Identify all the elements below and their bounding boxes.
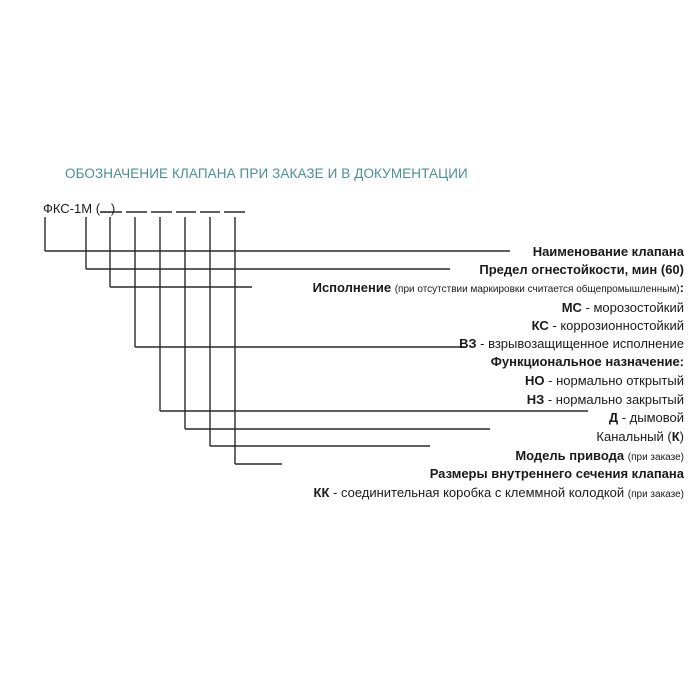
row-key: Размеры внутреннего сечения клапана xyxy=(429,466,684,481)
row-text: - соединительная коробка с клеммной колодкой xyxy=(329,485,628,500)
row-note: (при отсутствии маркировки считается общепромышленным) xyxy=(394,284,680,295)
row-key: Предел огнестойкости, мин (60) xyxy=(479,262,684,277)
designation-row xyxy=(527,390,684,409)
designation-row xyxy=(515,446,684,465)
row-key: НО xyxy=(525,373,545,388)
designation-row xyxy=(532,316,684,335)
row-text: - коррозионностойкий xyxy=(548,318,684,333)
designation-row xyxy=(562,298,684,317)
row-key: Наименование клапана xyxy=(532,244,684,259)
designation-row xyxy=(609,408,684,427)
row-text: ) xyxy=(679,429,684,444)
row-text: - нормально открытый xyxy=(544,373,684,388)
designation-row xyxy=(525,371,684,390)
row-text: - морозостойкий xyxy=(581,300,684,315)
row-key: КС xyxy=(531,318,549,333)
row-text: - дымовой xyxy=(618,410,684,425)
designation-row xyxy=(479,260,684,279)
designation-row xyxy=(313,278,684,297)
row-text: Канальный ( xyxy=(596,429,672,444)
designation-row xyxy=(596,427,684,446)
row-key: К xyxy=(671,429,680,444)
row-text: - нормально закрытый xyxy=(544,392,684,407)
designation-row xyxy=(314,483,684,502)
row-key: НЗ xyxy=(526,392,545,407)
row-key: ВЗ xyxy=(459,336,477,351)
row-key: МС xyxy=(561,300,582,315)
designation-row xyxy=(533,242,684,261)
row-key: Исполнение xyxy=(312,280,392,295)
row-note: (при заказе) xyxy=(627,489,684,500)
row-key: Модель привода xyxy=(515,448,625,463)
designation-row xyxy=(459,334,684,353)
row-text: - взрывозащищенное исполнение xyxy=(476,336,684,351)
row-suffix: : xyxy=(679,280,684,295)
row-note: (при заказе) xyxy=(627,452,684,463)
row-key: Функциональное назначение: xyxy=(490,354,684,369)
row-key: Д xyxy=(608,410,619,425)
product-code: ФКС-1М (...) xyxy=(43,201,116,216)
designation-row xyxy=(491,352,684,371)
row-key: КК xyxy=(313,485,330,500)
designation-row xyxy=(430,464,684,483)
diagram-title: ОБОЗНАЧЕНИЕ КЛАПАНА ПРИ ЗАКАЗЕ И В ДОКУМЕНТАЦИИ xyxy=(65,166,468,181)
